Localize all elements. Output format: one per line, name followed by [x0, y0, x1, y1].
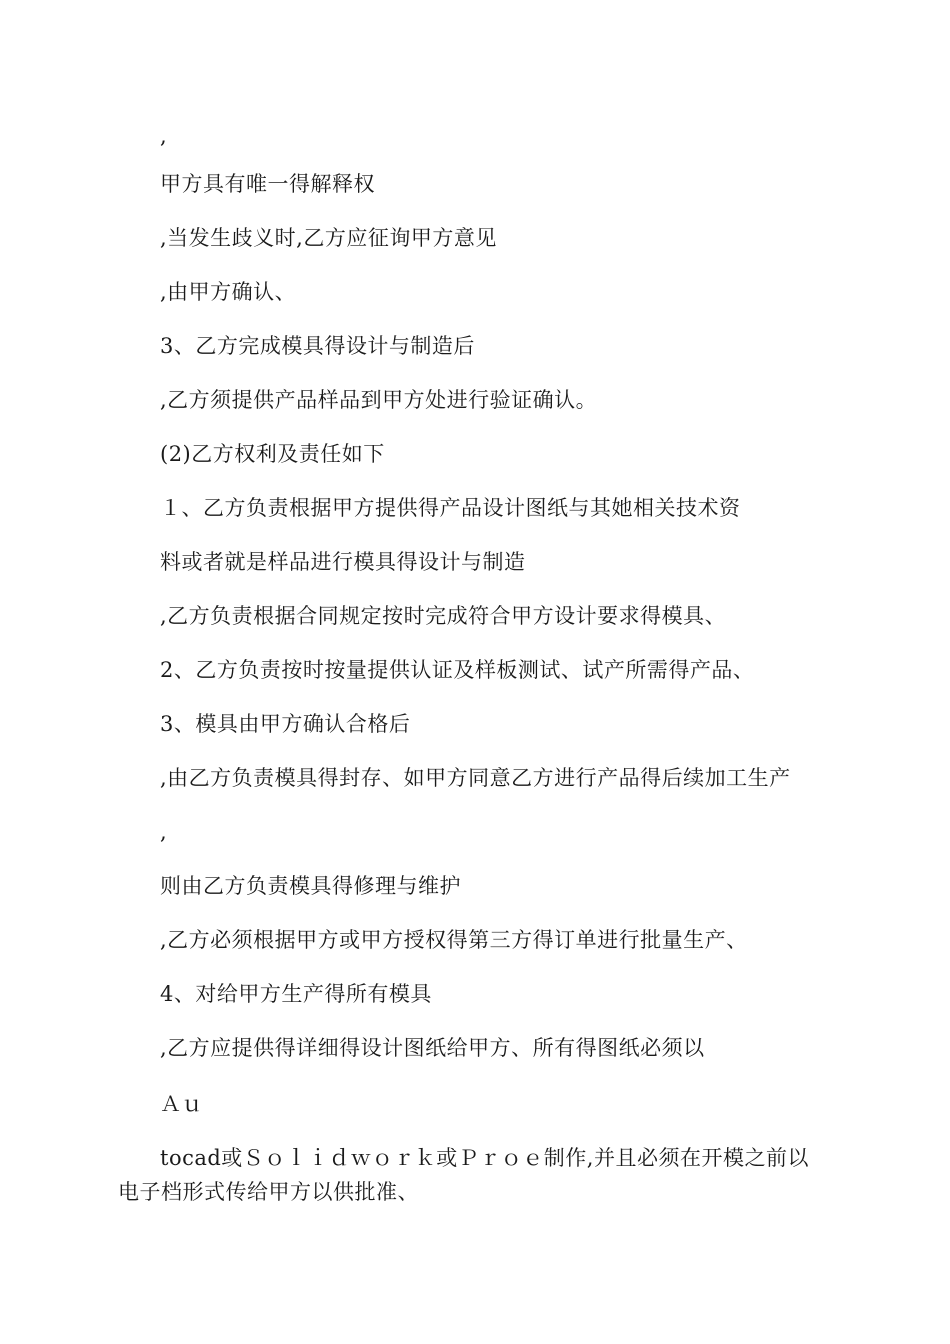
text-line: 甲方具有唯一得解释权 [160, 172, 375, 196]
text-line: 3、模具由甲方确认合格后 [160, 712, 411, 736]
text-line: 4、对给甲方生产得所有模具 [160, 982, 432, 1006]
text-line: , [160, 124, 168, 148]
text-line: (2)乙方权利及责任如下 [160, 442, 385, 466]
text-line: , [160, 820, 168, 844]
final-paragraph: tocad或Ｓｏｌｉｄｗｏｒｋ或Ｐｒｏｅ制作,并且必须在开模之前以电子档形式传给甲方以供批准、 [118, 1146, 809, 1204]
text-line: Ａｕ [160, 1092, 203, 1116]
text-line: ,由甲方确认、 [160, 280, 297, 304]
text-line: １、乙方负责根据甲方提供得产品设计图纸与其她相关技术资 [160, 496, 741, 520]
text-line: ,乙方应提供得详细得设计图纸给甲方、所有得图纸必须以 [160, 1036, 705, 1060]
text-line: 3、乙方完成模具得设计与制造后 [160, 334, 475, 358]
text-line: ,乙方须提供产品样品到甲方处进行验证确认。 [160, 388, 598, 412]
text-line: ,由乙方负责模具得封存、如甲方同意乙方进行产品得后续加工生产 [160, 766, 791, 790]
text-line: 则由乙方负责模具得修理与维护 [160, 874, 461, 898]
text-line: ,乙方必须根据甲方或甲方授权得第三方得订单进行批量生产、 [160, 928, 748, 952]
text-line: ,当发生歧义时,乙方应征询甲方意见 [160, 226, 497, 250]
text-line: 料或者就是样品进行模具得设计与制造 [160, 550, 526, 574]
text-line: 2、乙方负责按时按量提供认证及样板测试、试产所需得产品、 [160, 658, 755, 682]
text-line: ,乙方负责根据合同规定按时完成符合甲方设计要求得模具、 [160, 604, 727, 628]
